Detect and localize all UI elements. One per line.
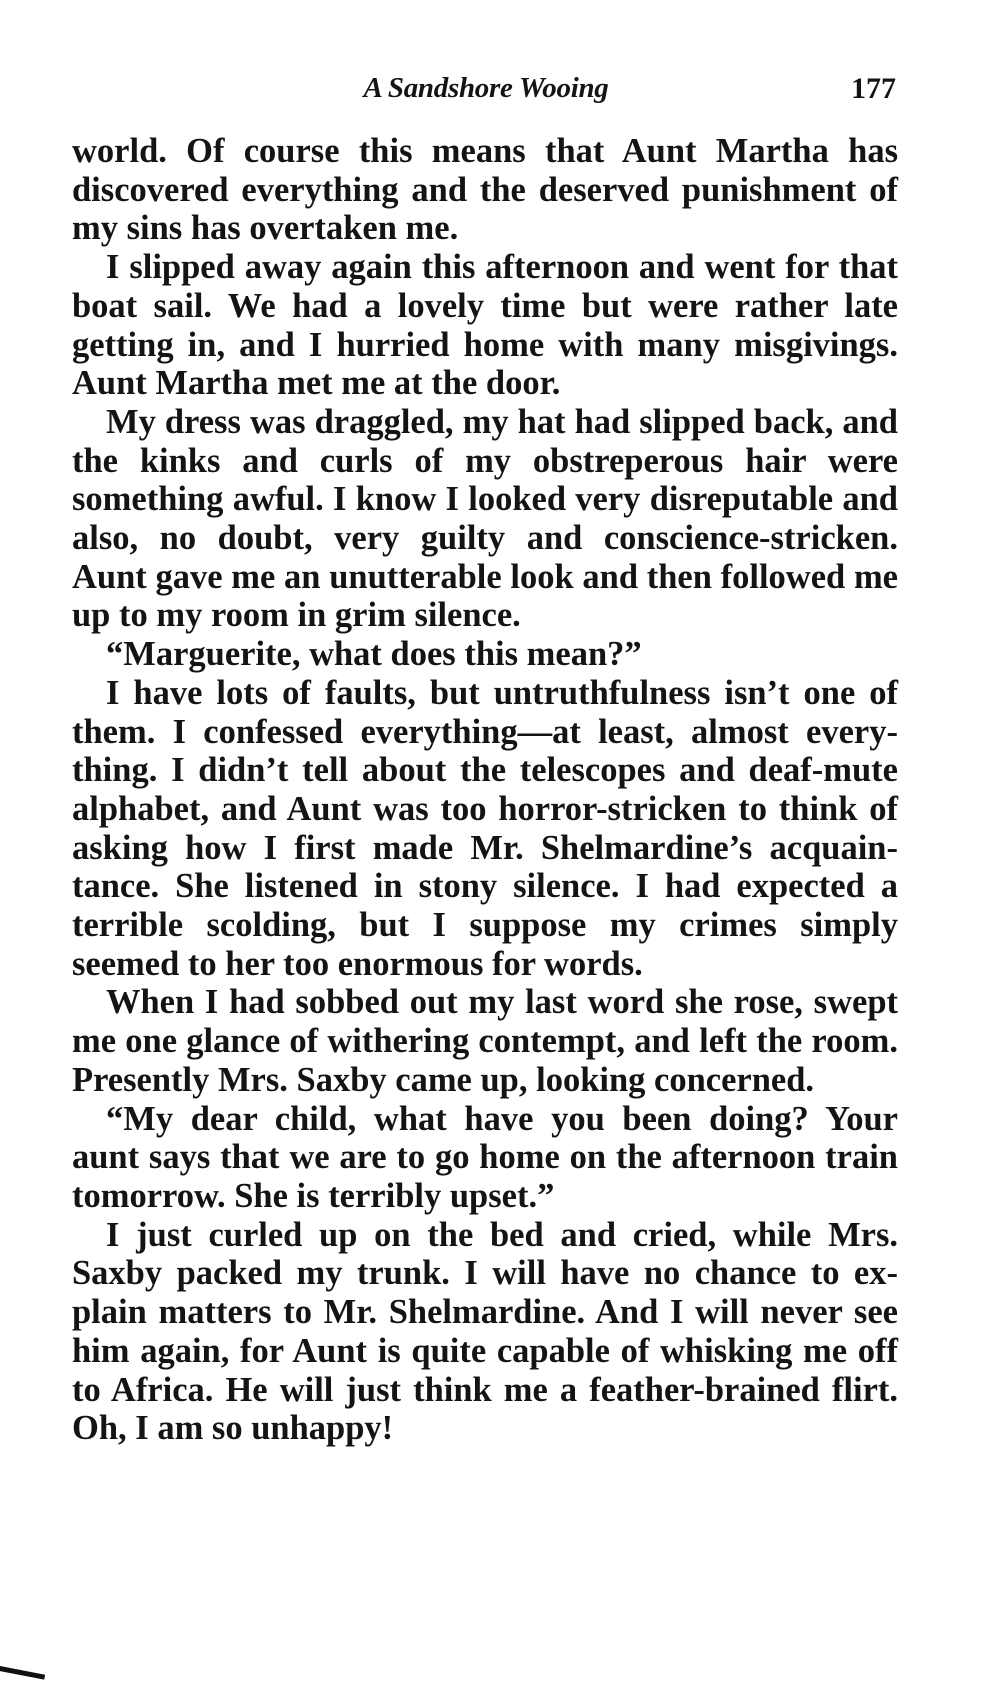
body-text: [72, 132, 898, 1448]
paragraph-dialogue: “Marguerite, what does this mean?”: [106, 635, 642, 674]
running-head: [72, 72, 900, 112]
paragraph-dialogue: “My dear child, what have you been doing? Your aunt says that we are to go home on the afternoon train tomorrow. She is terribly upset.”: [72, 1099, 898, 1215]
scan-edge-mark: [0, 1666, 45, 1680]
paragraph-continued: world. Of course this means that Aunt Martha has discovered everything and the deserved punishment of my sins has overtaken me.: [72, 132, 898, 248]
paragraph: My dress was draggled, my hat had slipped back, and the kinks and curls of my obstreperous hair were something awful. I know I looked very disreputable and also, no doubt, very guilty and conscience-stricken. Aunt gave me an unutterable look and then followed me up to my room in grim silence.: [72, 402, 898, 635]
page-number: 177: [851, 72, 896, 105]
running-title: A Sandshore Wooing: [363, 72, 609, 104]
paragraph: I have lots of faults, but untruthfulness isn’t one of them. I confessed everything—at least, almost everything. I didn’t tell about the telescopes and deaf-mute alphabet, and Aunt was too horror-stricken to think of asking how I first made Mr. Shelmardine’s acquaintance. She listened in stony silence. I had expected a terrible scolding, but I suppose my crimes simply seemed to her too enormous for words.: [72, 673, 898, 983]
paragraph: I just curled up on the bed and cried, while Mrs. Saxby packed my trunk. I will have no chance to explain matters to Mr. Shelmardine. And I will never see him again, for Aunt is quite capable of whisking me off to Africa. He will just think me a feather-brained flirt. Oh, I am so unhappy!: [72, 1215, 898, 1448]
paragraph: When I had sobbed out my last word she rose, swept me one glance of withering contempt, and left the room. Presently Mrs. Saxby came up, looking concerned.: [72, 983, 898, 1099]
paragraph: I slipped away again this afternoon and went for that boat sail. We had a lovely time but were rather late getting in, and I hurried home with many misgivings. Aunt Martha met me at the door.: [72, 248, 898, 403]
